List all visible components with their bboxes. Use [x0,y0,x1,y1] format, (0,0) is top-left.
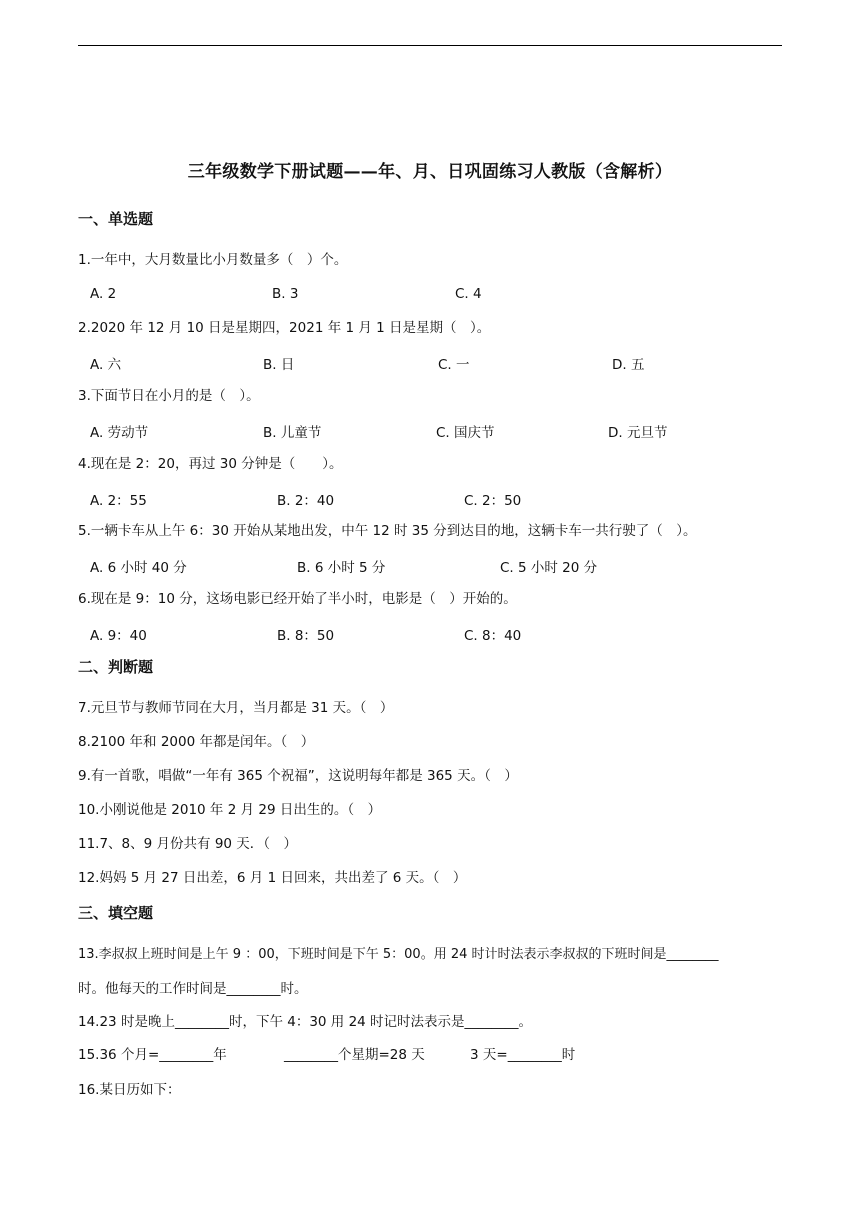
option-3d[interactable]: D. 元旦节 [608,425,668,441]
question-6: 6.现在是 9：10 分，这场电影已经开始了半小时，电影是（ ）开始的。 [78,591,517,607]
option-3a[interactable]: A. 劳动节 [90,425,149,441]
option-3c[interactable]: C. 国庆节 [436,425,495,441]
option-2a[interactable]: A. 六 [90,357,122,373]
question-15-part-c: 3 天=________时 [470,1047,576,1063]
option-1a[interactable]: A. 2 [90,286,117,302]
section-heading-true-false: 二、判断题 [78,658,154,676]
question-4: 4.现在是 2：20，再过 30 分钟是（ ）。 [78,456,343,472]
question-7: 7.元旦节与教师节同在大月，当月都是 31 天。（ ） [78,700,394,716]
question-15-part-a: 15.36 个月=________年 [78,1047,227,1063]
option-4b[interactable]: B. 2：40 [277,493,335,509]
question-14: 14.23 时是晚上________时，下午 4：30 用 24 时记时法表示是________。 [78,1014,533,1030]
question-13-line-2: 时。他每天的工作时间是________时。 [78,981,308,997]
option-6c[interactable]: C. 8：40 [464,628,522,644]
question-16: 16.某日历如下： [78,1082,181,1098]
option-1c[interactable]: C. 4 [455,286,482,302]
section-heading-fill-blank: 三、填空题 [78,904,154,922]
option-4a[interactable]: A. 2：55 [90,493,147,509]
option-6b[interactable]: B. 8：50 [277,628,335,644]
question-11: 11.7、8、9 月份共有 90 天．（ ） [78,836,298,852]
question-12: 12.妈妈 5 月 27 日出差，6 月 1 日回来，共出差了 6 天。（ ） [78,870,467,886]
option-5b[interactable]: B. 6 小时 5 分 [297,560,386,576]
page-title: 三年级数学下册试题——年、月、日巩固练习人教版（含解析） [187,162,673,182]
header-rule [78,45,782,46]
option-3b[interactable]: B. 儿童节 [263,425,322,441]
option-1b[interactable]: B. 3 [272,286,299,302]
question-15-part-b: ________个星期=28 天 [284,1047,425,1063]
question-3: 3.下面节日在小月的是（ ）。 [78,388,260,404]
option-2d[interactable]: D. 五 [612,357,645,373]
option-5a[interactable]: A. 6 小时 40 分 [90,560,187,576]
question-13-line-1: 13.李叔叔上班时间是上午 9 ：00，下班时间是下午 5：00。用 24 时计时法表示李叔叔的下班时间是________ [78,947,719,962]
option-5c[interactable]: C. 5 小时 20 分 [500,560,598,576]
question-5: 5.一辆卡车从上午 6：30 开始从某地出发，中午 12 时 35 分到达目的地，这辆卡车一共行驶了（ ）。 [78,523,697,539]
question-8: 8.2100 年和 2000 年都是闰年。（ ） [78,734,315,750]
question-9: 9.有一首歌，唱做“一年有 365 个祝福”，这说明每年都是 365 天。（ ） [78,768,518,784]
option-2b[interactable]: B. 日 [263,357,295,373]
option-4c[interactable]: C. 2：50 [464,493,522,509]
question-1: 1.一年中，大月数量比小月数量多（ ）个。 [78,252,348,268]
option-6a[interactable]: A. 9：40 [90,628,147,644]
option-2c[interactable]: C. 一 [438,357,470,373]
question-2: 2.2020 年 12 月 10 日是星期四，2021 年 1 月 1 日是星期（ ）。 [78,320,491,336]
question-10: 10.小刚说他是 2010 年 2 月 29 日出生的。（ ） [78,802,382,818]
section-heading-single-choice: 一、单选题 [78,210,154,228]
